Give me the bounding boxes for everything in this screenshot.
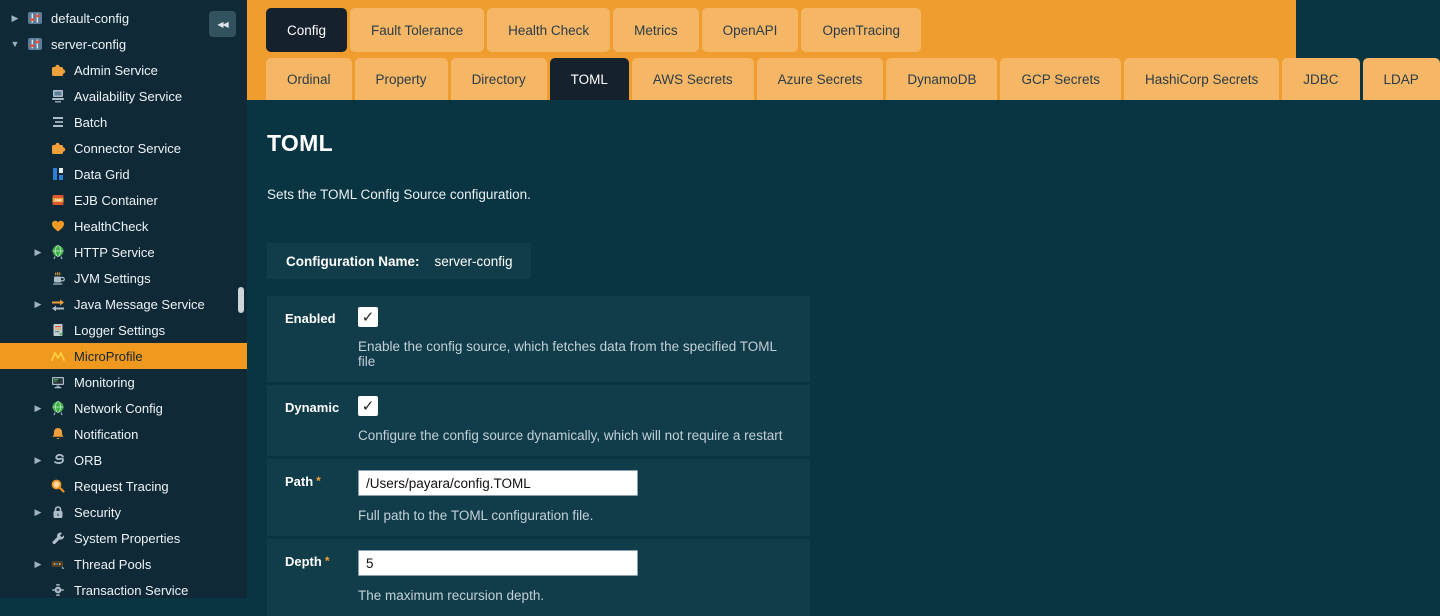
tab-row-secondary (266, 58, 1419, 100)
globe-icon (49, 400, 66, 417)
tab-health-check[interactable] (487, 8, 610, 52)
sidebar-item-java-message-service[interactable] (0, 291, 247, 317)
tab-hashicorp-secrets[interactable] (1124, 58, 1279, 100)
depth-input[interactable] (358, 550, 638, 576)
sidebar-scrollbar-thumb[interactable] (238, 287, 244, 313)
sidebar-item-jvm-settings[interactable] (0, 265, 247, 291)
sidebar-item-data-grid[interactable] (0, 161, 247, 187)
config-sliders-icon (26, 36, 43, 53)
field-control (358, 307, 792, 369)
field-label-text: Enabled (285, 311, 336, 326)
chevron-right-icon[interactable]: ▶ (34, 558, 42, 569)
tab-label: DynamoDB (907, 71, 977, 87)
data-grid-icon (49, 166, 66, 183)
form-row-enabled (267, 296, 810, 382)
tab-label: Fault Tolerance (371, 22, 464, 38)
field-help: Full path to the TOML configuration file. (358, 508, 594, 523)
configuration-name-bar (267, 243, 531, 279)
tab-metrics[interactable] (613, 8, 699, 52)
sidebar-item-logger-settings[interactable] (0, 317, 247, 343)
sidebar-item-batch[interactable] (0, 109, 247, 135)
configuration-name-label: Configuration Name: (286, 253, 420, 269)
form-row-path (267, 459, 810, 536)
required-asterisk: * (316, 474, 321, 488)
tab-label: AWS Secrets (652, 71, 733, 87)
sidebar-item-label: HTTP Service (74, 244, 155, 260)
tab-label: Ordinal (287, 71, 331, 87)
page-description: Sets the TOML Config Source configuration. (267, 187, 531, 202)
tab-label: Azure Secrets (777, 71, 863, 87)
microprofile-icon (49, 348, 66, 365)
config-form (267, 296, 810, 616)
tab-gcp-secrets[interactable] (1000, 58, 1121, 100)
sidebar-item-label: Security (74, 504, 121, 520)
tab-label: Config (287, 22, 327, 38)
sidebar-item-label: Thread Pools (74, 556, 152, 572)
required-asterisk: * (324, 554, 330, 568)
field-control (358, 470, 792, 523)
page-title: TOML (267, 130, 333, 156)
sidebar-item-label: default-config (51, 10, 130, 26)
sidebar-item-connector-service[interactable] (0, 135, 247, 161)
sidebar-item-label: JVM Settings (74, 270, 151, 286)
field-control (358, 396, 792, 443)
tab-band (247, 0, 1419, 100)
sidebar-item-label: Batch (74, 114, 108, 130)
heart-icon (49, 218, 66, 235)
form-row-depth (267, 539, 810, 616)
checkmark-icon: ✓ (361, 398, 375, 415)
checkmark-icon: ✓ (361, 309, 375, 326)
field-label (285, 396, 358, 443)
monitor-icon (49, 374, 66, 391)
tab-aws-secrets[interactable] (632, 58, 754, 100)
svg-text:JAR: JAR (53, 198, 62, 203)
chevron-right-icon[interactable]: ▶ (34, 506, 42, 517)
jar-icon (49, 192, 66, 209)
sidebar-item-label: System Properties (74, 530, 181, 546)
chevron-right-icon[interactable]: ▶ (34, 402, 42, 413)
path-input[interactable] (358, 470, 638, 496)
tab-jdbc[interactable] (1282, 58, 1359, 100)
tab-row-primary (266, 0, 1296, 52)
sidebar-item-system-properties[interactable] (0, 525, 247, 551)
sidebar-item-label: ORB (74, 452, 103, 468)
sidebar-item-transaction-service[interactable] (0, 577, 247, 603)
sidebar-item-notification[interactable] (0, 421, 247, 447)
tab-label: GCP Secrets (1021, 71, 1100, 87)
puzzle-icon (49, 140, 66, 157)
field-help: The maximum recursion depth. (358, 588, 545, 603)
config-tree-sidebar (0, 0, 247, 598)
tab-opentracing[interactable] (801, 8, 921, 52)
tab-openapi[interactable] (702, 8, 799, 52)
tab-ldap[interactable] (1363, 58, 1440, 100)
tab-label: OpenAPI (722, 22, 778, 38)
sidebar-item-microprofile[interactable] (0, 343, 247, 369)
chevron-right-icon[interactable]: ▶ (34, 454, 42, 465)
sidebar-item-label: Notification (74, 426, 139, 442)
sidebar-item-label: server-config (51, 36, 127, 52)
field-label-text: Path (285, 474, 314, 489)
tab-label: Health Check (508, 22, 590, 38)
lock-icon (49, 504, 66, 521)
field-help: Enable the config source, which fetches data from the specified TOML file (358, 339, 777, 369)
content-area (247, 100, 1296, 616)
chevron-right-icon[interactable]: ▶ (11, 12, 19, 23)
tab-toml[interactable] (550, 58, 629, 100)
sidebar-item-label: HealthCheck (74, 218, 149, 234)
server-icon (49, 88, 66, 105)
wrench-icon (49, 530, 66, 547)
arrows-icon (49, 296, 66, 313)
sidebar-item-thread-pools[interactable] (0, 551, 247, 577)
field-label (285, 470, 358, 523)
batch-icon (49, 114, 66, 131)
sidebar-collapse-button[interactable] (209, 11, 236, 37)
collapse-chevrons-icon: ◀◀ (217, 19, 228, 29)
transaction-icon (49, 582, 66, 599)
dynamic-checkbox[interactable] (358, 396, 378, 416)
sidebar-item-orb[interactable] (0, 447, 247, 473)
globe-icon (49, 244, 66, 261)
tab-ordinal[interactable] (266, 58, 352, 100)
field-label-text: Dynamic (285, 400, 340, 415)
threads-icon (49, 556, 66, 573)
sidebar-item-monitoring[interactable] (0, 369, 247, 395)
field-control (358, 550, 792, 603)
orb-icon (49, 452, 66, 469)
sidebar-item-http-service[interactable] (0, 239, 247, 265)
tab-directory[interactable] (451, 58, 547, 100)
sidebar-item-network-config[interactable] (0, 395, 247, 421)
tab-label: HashiCorp Secrets (1144, 71, 1259, 87)
tab-label: TOML (570, 71, 608, 87)
chevron-down-icon[interactable]: ▼ (10, 39, 20, 49)
sidebar-item-label: Connector Service (74, 140, 181, 156)
tab-label: LDAP (1383, 71, 1419, 87)
tab-label: Metrics (634, 22, 678, 38)
sidebar-item-label: Monitoring (74, 374, 135, 390)
sidebar-item-admin-service[interactable] (0, 57, 247, 83)
sidebar-item-label: Logger Settings (74, 322, 166, 338)
field-label (285, 307, 358, 369)
tab-config[interactable] (266, 8, 347, 52)
chevron-right-icon[interactable]: ▶ (34, 246, 42, 257)
sidebar-item-ejb-container[interactable] (0, 187, 247, 213)
sidebar-item-availability-service[interactable] (0, 83, 247, 109)
log-file-icon (49, 322, 66, 339)
sidebar-item-request-tracing[interactable] (0, 473, 247, 499)
field-label (285, 550, 358, 603)
magnifier-icon (49, 478, 66, 495)
tab-fault-tolerance[interactable] (350, 8, 484, 52)
tab-azure-secrets[interactable] (757, 58, 884, 100)
tab-property[interactable] (355, 58, 448, 100)
config-sliders-icon (26, 10, 43, 27)
main-panel (247, 0, 1419, 603)
sidebar-nav (0, 5, 247, 603)
chevron-right-icon[interactable]: ▶ (34, 298, 42, 309)
enabled-checkbox[interactable] (358, 307, 378, 327)
sidebar-item-label: Transaction Service (74, 582, 189, 598)
tab-label: Directory (471, 71, 526, 87)
sidebar-item-healthcheck[interactable] (0, 213, 247, 239)
coffee-icon (49, 270, 66, 287)
sidebar-item-label: Request Tracing (74, 478, 169, 494)
sidebar-item-label: Java Message Service (74, 296, 205, 312)
tab-label: Property (375, 71, 427, 87)
bell-icon (49, 426, 66, 443)
tab-label: OpenTracing (822, 22, 900, 38)
field-label-text: Depth (285, 554, 322, 569)
sidebar-item-label: EJB Container (74, 192, 158, 208)
sidebar-item-label: Availability Service (74, 88, 183, 104)
field-help: Configure the config source dynamically, which will not require a restart (358, 428, 783, 443)
sidebar-item-label: MicroProfile (74, 348, 143, 364)
form-row-dynamic (267, 385, 810, 456)
sidebar-item-security[interactable] (0, 499, 247, 525)
tab-dynamodb[interactable] (886, 58, 997, 100)
sidebar-item-label: Network Config (74, 400, 163, 416)
tab-label: JDBC (1303, 71, 1339, 87)
puzzle-icon (49, 62, 66, 79)
configuration-name-value: server-config (434, 253, 513, 269)
sidebar-item-label: Data Grid (74, 166, 130, 182)
sidebar-item-label: Admin Service (74, 62, 158, 78)
